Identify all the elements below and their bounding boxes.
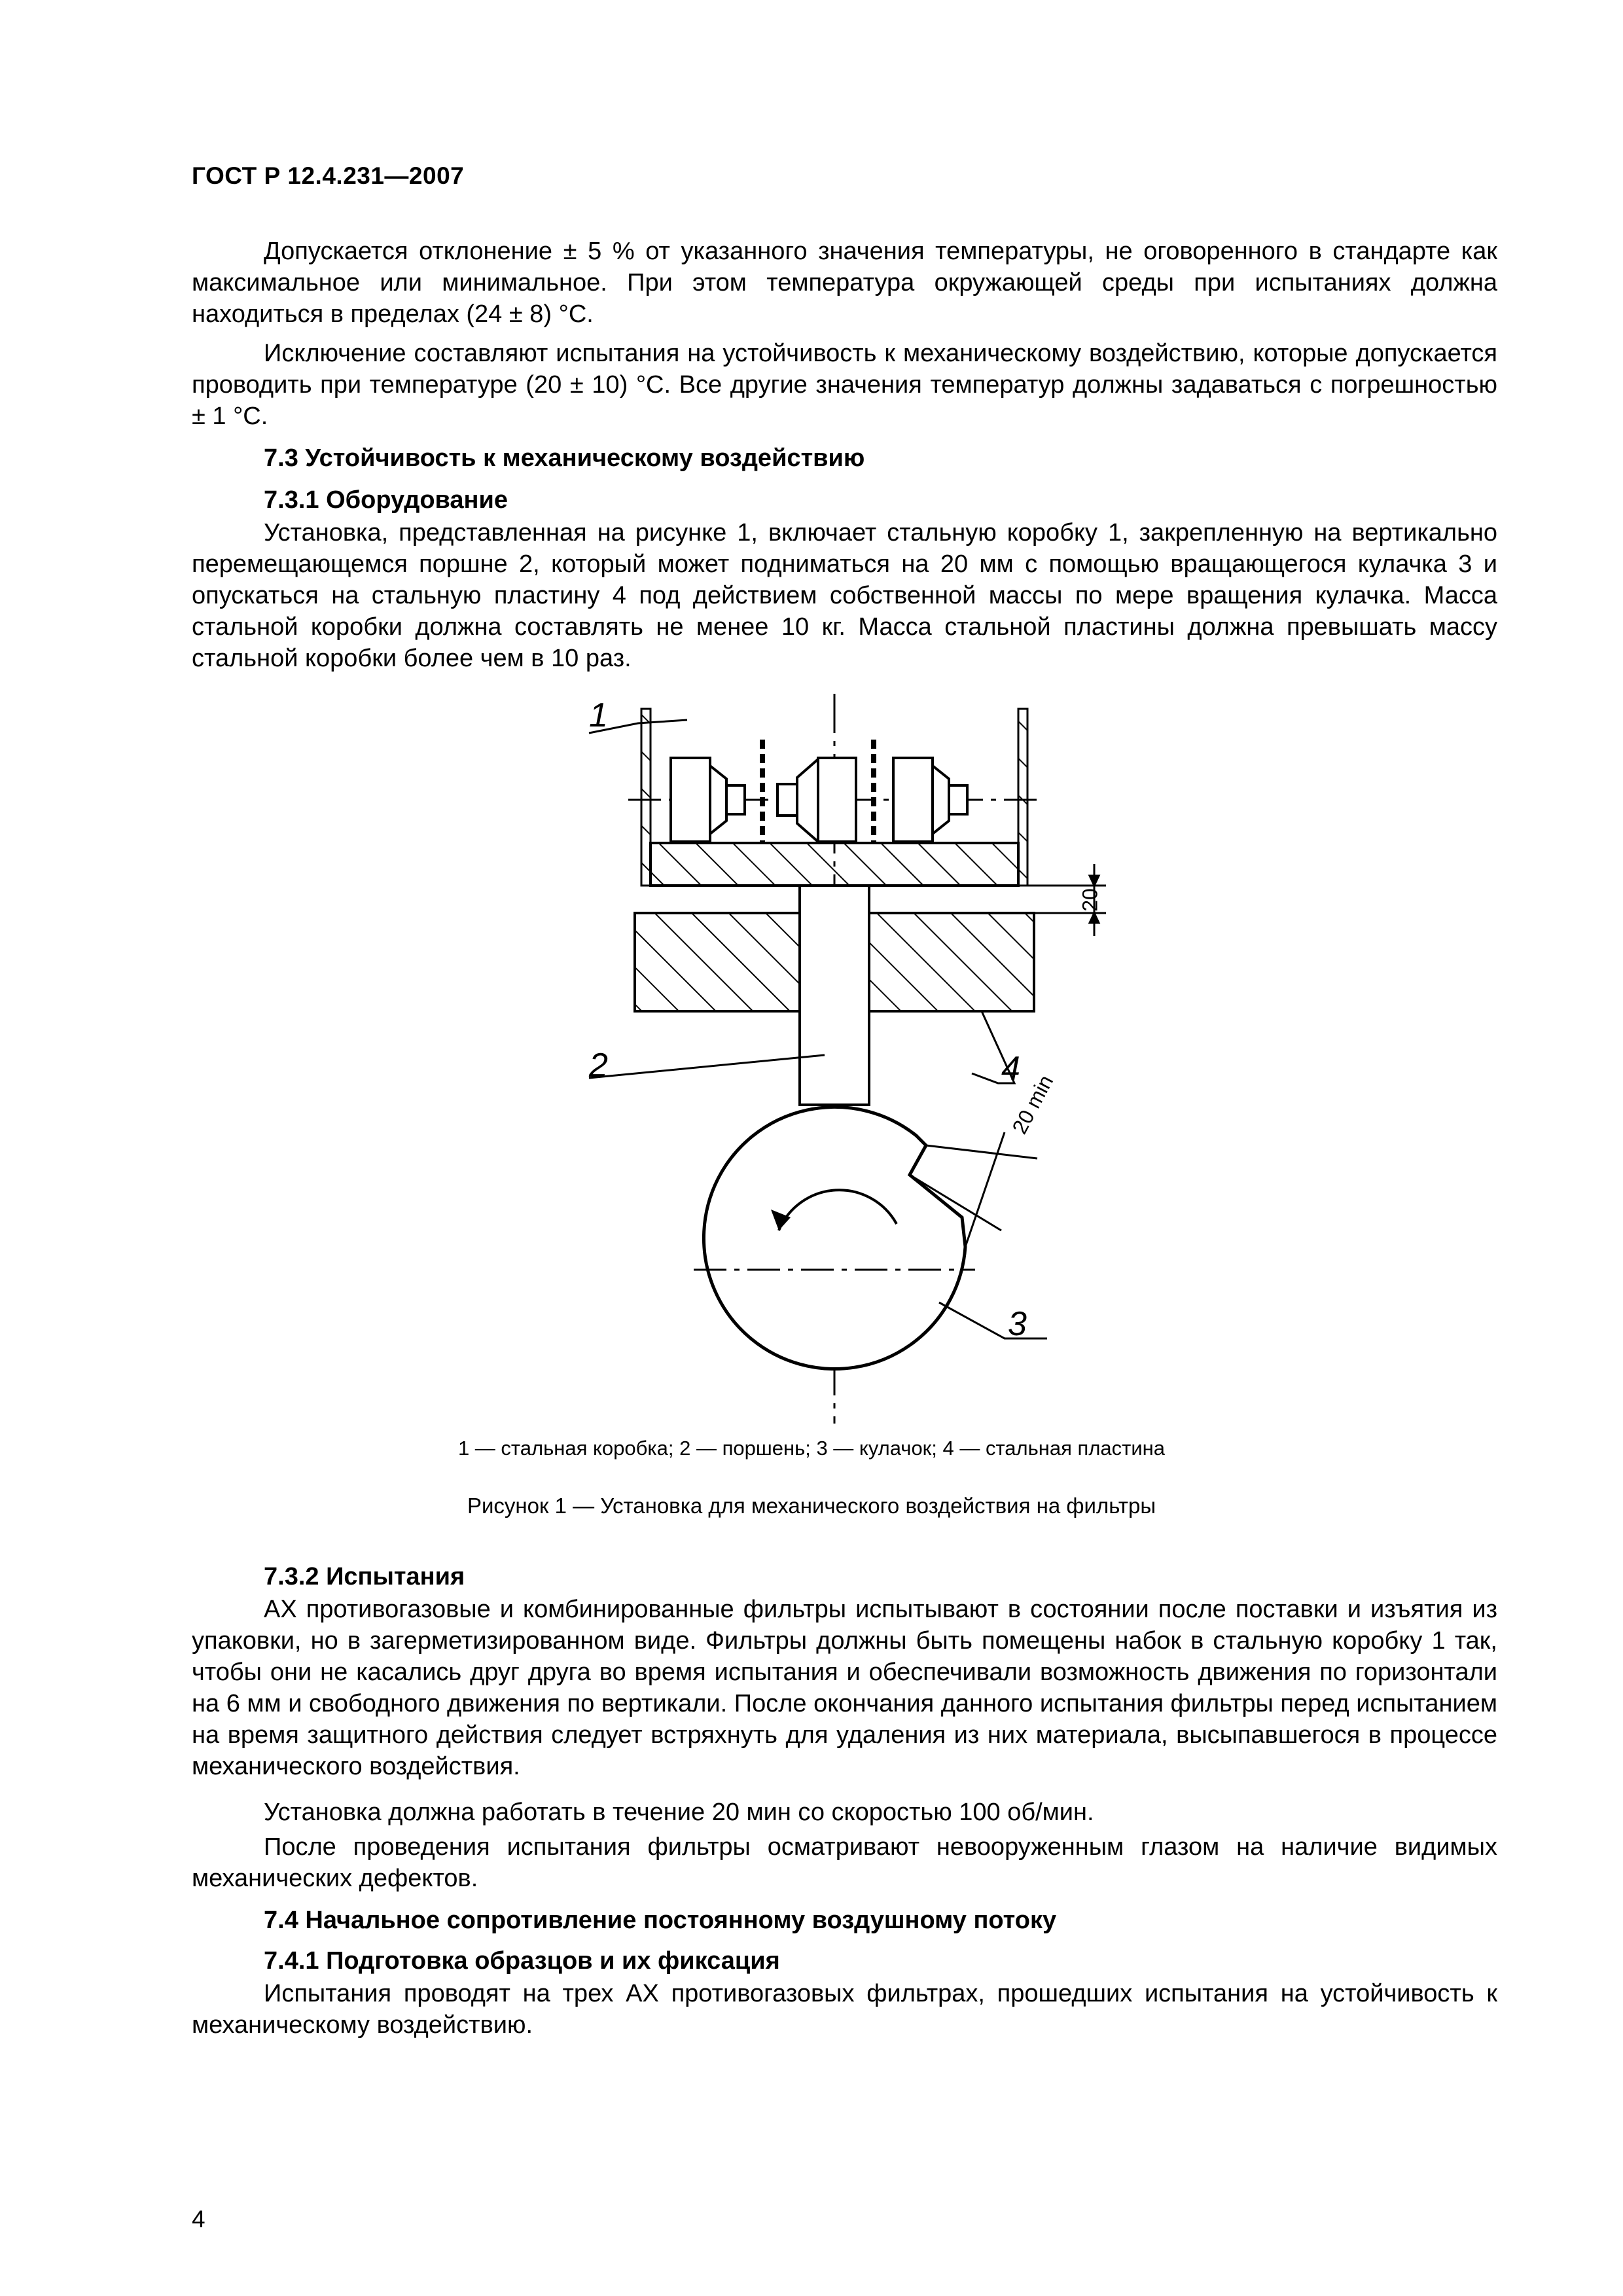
figure-mechanical-test-setup (556, 694, 1145, 1433)
dimension-20-label: 20 (1078, 888, 1102, 912)
figure-label-1: 1 (589, 696, 608, 734)
figure-label-3: 3 (1008, 1305, 1027, 1343)
document-header: ГОСТ Р 12.4.231—2007 (192, 162, 465, 189)
paragraph-exception: Исключение составляют испытания на устойчивость к механическому воздействию, которые допускается проводить при температуре (20 ± 10) °С. Все другие значения температур должны задаваться с погрешностью ± 1 °С. (192, 340, 1497, 430)
filter-middle (777, 758, 856, 842)
figure-legend: 1 — стальная коробка; 2 — поршень; 3 — кулачок; 4 — стальная пластина (457, 1437, 1166, 1460)
section-heading-7-4-1: 7.4.1 Подготовка образцов и их фиксация (264, 1947, 780, 1975)
dimension-20min-label: 20 min (1007, 1071, 1058, 1138)
paragraph-inspection: После проведения испытания фильтры осматривают невооруженным глазом на наличие видимых механических дефектов. (192, 1833, 1497, 1892)
page-number: 4 (192, 2206, 205, 2233)
filter-right (893, 758, 967, 842)
section-heading-7-4: 7.4 Начальное сопротивление постоянному воздушному потоку (264, 1907, 1057, 1934)
paragraph-samples: Испытания проводят на трех АХ противогазовых фильтрах, прошедших испытания на устойчивость к механическому воздействию. (192, 1980, 1497, 2039)
filter-left (671, 758, 745, 842)
paragraph-operation: Установка должна работать в течение 20 мин со скоростью 100 об/мин. (264, 1799, 1094, 1826)
paragraph-equipment: Установка, представленная на рисунке 1, включает стальную коробку 1, закрепленную на вертикально перемещающемся поршне 2, который может подниматься на 20 мм с помощью вращающегося кулачка 3 и опускаться на стальную пластину 4 под действием собственной массы по мере вращения кулачка. Масса стальной коробки должна составлять не менее 10 кг. Масса стальной пластины должна превышать массу стальной коробки более чем в 10 раз. (192, 519, 1497, 672)
paragraph-tests: АХ противогазовые и комбинированные фильтры испытывают в состоянии после поставки и изъятия из упаковки, но в загерметизированном виде. Фильтры должны быть помещены набок в стальную коробку 1 так, чтобы они не касались друг друга во время испытания и обеспечивали возможность движения по горизонтали на 6 мм и свободного движения по вертикали. После окончания данного испытания фильтры перед испытанием на время защитного действия следует встряхнуть для удаления из них материала, высыпавшегося в процессе механического воздействия. (192, 1596, 1497, 1780)
paragraph-temperature-tolerance: Допускается отклонение ± 5 % от указанного значения температуры, не оговоренного в стандарте как максимальное или минимальное. При этом температура окружающей среды при испытаниях должна находиться в пределах (24 ± 8) °С. (192, 238, 1497, 328)
figure-caption: Рисунок 1 — Установка для механического воздействия на фильтры (467, 1494, 1156, 1518)
figure-label-2: 2 (589, 1047, 608, 1085)
section-heading-7-3-2: 7.3.2 Испытания (264, 1563, 465, 1590)
section-heading-7-3: 7.3 Устойчивость к механическому воздействию (264, 444, 865, 472)
piston (800, 886, 869, 1105)
section-heading-7-3-1: 7.3.1 Оборудование (264, 486, 508, 514)
steel-box (628, 709, 1041, 886)
figure-label-4: 4 (1001, 1050, 1020, 1088)
